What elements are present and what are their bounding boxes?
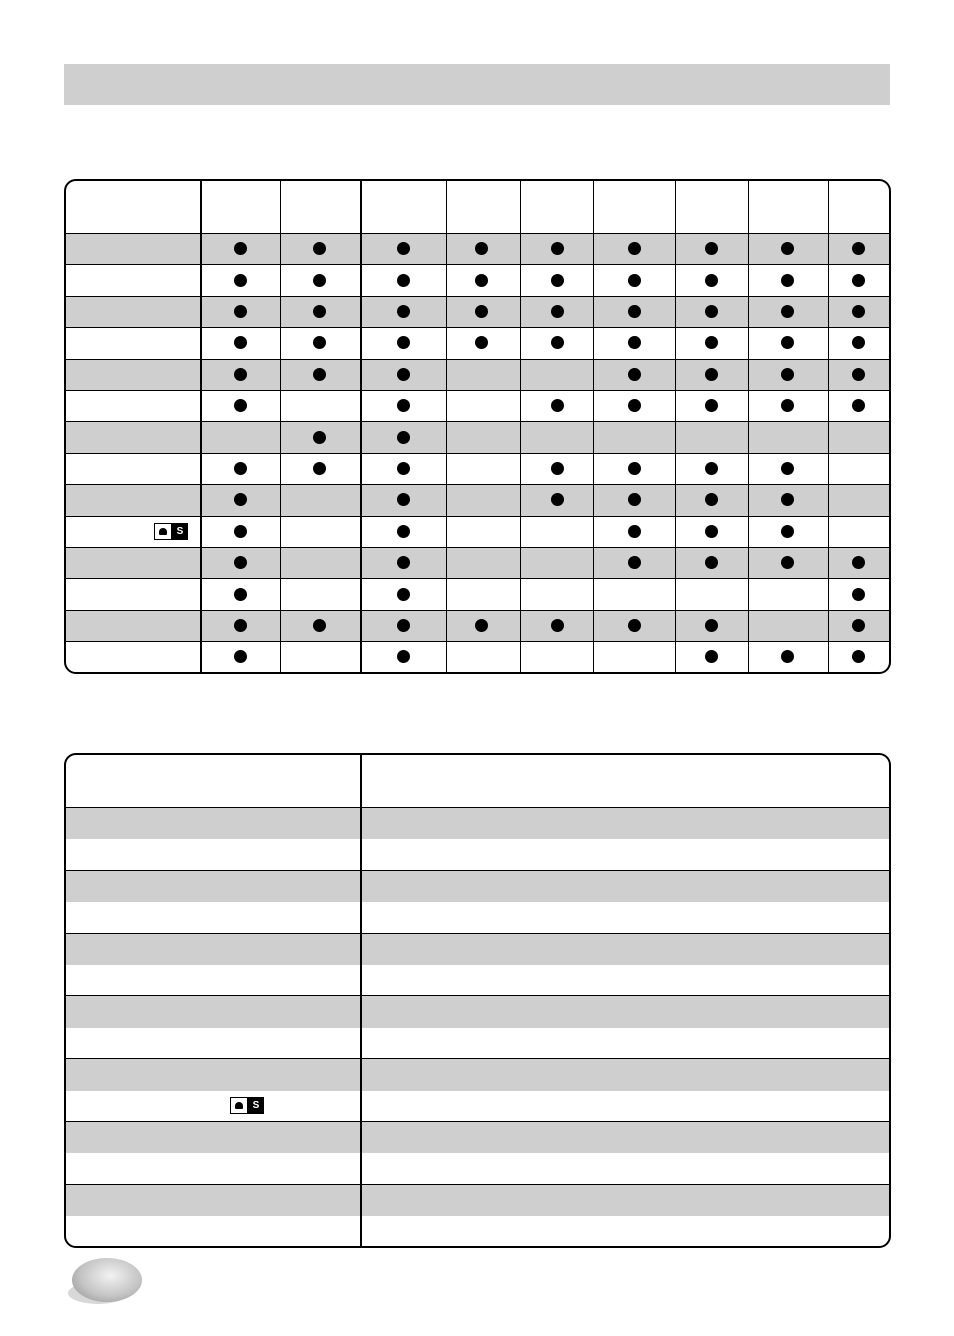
- description-table-row: [66, 964, 889, 996]
- availability-dot: [705, 368, 718, 381]
- description-table-row: [66, 807, 889, 839]
- description-table: [64, 753, 891, 1248]
- availability-dot: [397, 462, 410, 475]
- availability-dot: [705, 462, 718, 475]
- availability-dot: [234, 650, 247, 663]
- availability-dot: [551, 305, 564, 318]
- availability-dot: [628, 619, 641, 632]
- availability-dot: [397, 619, 410, 632]
- availability-dot: [852, 336, 865, 349]
- column-divider: [828, 181, 829, 672]
- availability-dot: [234, 525, 247, 538]
- description-table-row: [66, 1027, 889, 1059]
- availability-dot: [781, 462, 794, 475]
- availability-dot: [852, 242, 865, 255]
- availability-dot: [234, 274, 247, 287]
- options-table-row: [66, 421, 889, 453]
- description-table-row: [66, 901, 889, 933]
- availability-dot: [705, 336, 718, 349]
- description-table-row: [66, 995, 889, 1027]
- availability-dot: [852, 619, 865, 632]
- availability-dot: [705, 525, 718, 538]
- description-table-row: [66, 1090, 889, 1122]
- dual-function-icon: S: [230, 1097, 264, 1114]
- availability-dot: [397, 274, 410, 287]
- description-table-row: [66, 1058, 889, 1090]
- availability-dot: [397, 588, 410, 601]
- description-table-row: [66, 1121, 889, 1153]
- availability-dot: [628, 493, 641, 506]
- availability-dot: [551, 242, 564, 255]
- description-table-row: [66, 1152, 889, 1184]
- availability-dot: [397, 336, 410, 349]
- availability-dot: [781, 242, 794, 255]
- options-table-row: [66, 484, 889, 516]
- availability-dot: [781, 556, 794, 569]
- availability-dot: [551, 493, 564, 506]
- availability-dot: [313, 431, 326, 444]
- availability-dot: [781, 274, 794, 287]
- availability-dot: [397, 556, 410, 569]
- availability-dot: [313, 336, 326, 349]
- availability-dot: [234, 305, 247, 318]
- availability-dot: [475, 619, 488, 632]
- description-table-row: [66, 838, 889, 870]
- availability-dot: [313, 242, 326, 255]
- availability-dot: [781, 368, 794, 381]
- availability-dot: [397, 431, 410, 444]
- options-table-row: [66, 641, 889, 673]
- dual-function-icon: S: [154, 523, 188, 540]
- availability-dot: [705, 242, 718, 255]
- description-table-row: [66, 870, 889, 902]
- availability-dot: [313, 368, 326, 381]
- availability-dot: [313, 305, 326, 318]
- availability-dot: [852, 305, 865, 318]
- availability-dot: [397, 242, 410, 255]
- availability-dot: [313, 462, 326, 475]
- availability-dot: [705, 305, 718, 318]
- availability-dot: [852, 556, 865, 569]
- availability-dot: [397, 493, 410, 506]
- availability-dot: [852, 588, 865, 601]
- availability-dot: [628, 399, 641, 412]
- availability-dot: [551, 336, 564, 349]
- availability-dot: [628, 242, 641, 255]
- availability-dot: [234, 588, 247, 601]
- availability-dot: [628, 305, 641, 318]
- availability-dot: [628, 274, 641, 287]
- availability-dot: [397, 305, 410, 318]
- availability-dot: [852, 368, 865, 381]
- availability-dot: [628, 336, 641, 349]
- availability-dot: [475, 336, 488, 349]
- availability-dot: [628, 556, 641, 569]
- availability-dot: [705, 556, 718, 569]
- options-table-row: [66, 359, 889, 391]
- column-divider: [200, 181, 202, 672]
- availability-dot: [705, 619, 718, 632]
- availability-dot: [397, 525, 410, 538]
- availability-dot: [234, 462, 247, 475]
- column-divider: [748, 181, 749, 672]
- options-table-row: [66, 516, 889, 548]
- availability-dot: [234, 336, 247, 349]
- availability-dot: [852, 274, 865, 287]
- availability-dot: [313, 274, 326, 287]
- availability-dot: [705, 399, 718, 412]
- availability-dot: [234, 619, 247, 632]
- description-table-row: [66, 1215, 889, 1247]
- availability-dot: [397, 368, 410, 381]
- availability-dot: [551, 274, 564, 287]
- availability-dot: [852, 650, 865, 663]
- options-table-row: [66, 453, 889, 485]
- availability-dot: [234, 368, 247, 381]
- availability-dot: [852, 399, 865, 412]
- options-table: [64, 179, 891, 674]
- description-table-row: [66, 1184, 889, 1216]
- availability-dot: [781, 399, 794, 412]
- column-divider: [360, 755, 362, 1246]
- availability-dot: [234, 556, 247, 569]
- availability-dot: [781, 650, 794, 663]
- availability-dot: [551, 462, 564, 475]
- page-number-oval: [72, 1258, 142, 1302]
- availability-dot: [475, 305, 488, 318]
- availability-dot: [705, 274, 718, 287]
- availability-dot: [705, 650, 718, 663]
- description-table-row: [66, 933, 889, 965]
- availability-dot: [781, 493, 794, 506]
- availability-dot: [475, 242, 488, 255]
- availability-dot: [234, 242, 247, 255]
- column-divider: [280, 181, 281, 672]
- column-divider: [675, 181, 676, 672]
- options-table-header: [66, 181, 889, 234]
- column-divider: [446, 181, 447, 672]
- availability-dot: [397, 650, 410, 663]
- availability-dot: [705, 493, 718, 506]
- availability-dot: [313, 619, 326, 632]
- availability-dot: [397, 399, 410, 412]
- availability-dot: [628, 525, 641, 538]
- availability-dot: [628, 462, 641, 475]
- availability-dot: [234, 399, 247, 412]
- column-divider: [593, 181, 594, 672]
- options-table-row: [66, 578, 889, 610]
- availability-dot: [551, 619, 564, 632]
- availability-dot: [551, 399, 564, 412]
- availability-dot: [781, 525, 794, 538]
- section-title-bar: [64, 64, 890, 105]
- options-table-row: [66, 547, 889, 579]
- availability-dot: [234, 493, 247, 506]
- availability-dot: [628, 368, 641, 381]
- column-divider: [520, 181, 521, 672]
- availability-dot: [781, 336, 794, 349]
- column-divider: [360, 181, 362, 672]
- availability-dot: [475, 274, 488, 287]
- options-table-row: [66, 390, 889, 422]
- availability-dot: [781, 305, 794, 318]
